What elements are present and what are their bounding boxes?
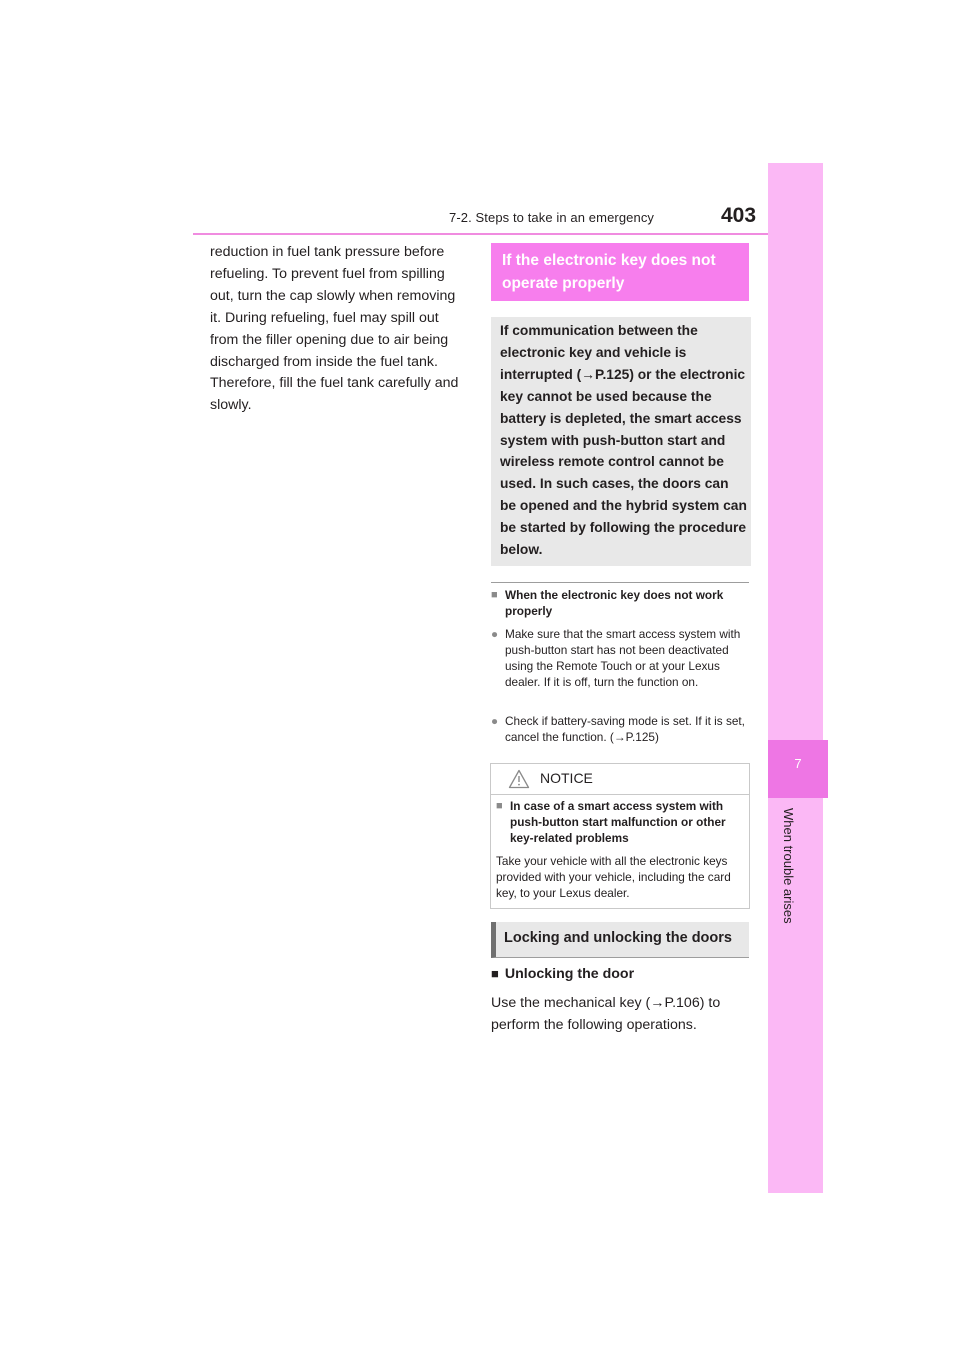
list-item <box>491 626 751 690</box>
square-marker: ■ <box>491 589 498 601</box>
chapter-number: 7 <box>794 756 802 771</box>
banner-title: If the electronic key does not operate properly <box>502 252 716 292</box>
notice-box <box>490 763 750 909</box>
notice-body: Take your vehicle with all the electronic keys provided with your vehicle, including the card key, to your Lexus dealer. <box>496 854 731 900</box>
intro-box <box>491 317 751 566</box>
bullet-text: Make sure that the smart access system with push-button start has not been deactivated using the Remote Touch or at your Lexus dealer. If it is off, turn the function on. <box>505 627 741 689</box>
chapter-number-box[interactable] <box>768 740 828 798</box>
list-item <box>491 713 751 745</box>
info-heading <box>491 587 751 619</box>
banner <box>491 243 749 301</box>
info-heading-text: When the electronic key does not work properly <box>505 588 724 618</box>
warning-triangle-icon <box>508 769 530 789</box>
side-tab <box>768 163 823 1193</box>
notice-subheading-text: In case of a smart access system with push-button start malfunction or other key-related problems <box>510 799 726 845</box>
intro-text: If communication between the electronic key and vehicle is interrupted (→P.125) or the electronic key cannot be used because the battery is depleted, the smart access system with push-button start and wireless remote control cannot be used. In such cases, the doors can be opened and the hybrid system can be started by following the procedure below. <box>500 323 747 558</box>
page-number: 403 <box>721 204 757 227</box>
header-rule <box>193 233 768 235</box>
body-paragraph: Use the mechanical key (→P.106) to perform the following operations. <box>491 995 721 1033</box>
subheading <box>491 966 634 982</box>
bullet-marker: ● <box>491 627 499 641</box>
notice-subheading <box>496 798 746 846</box>
square-marker: ■ <box>491 966 499 981</box>
section-title: 7-2. Steps to take in an emergency <box>449 210 655 225</box>
square-marker: ■ <box>496 800 503 812</box>
section-heading-bar <box>491 922 749 958</box>
notice-label: NOTICE <box>540 770 593 786</box>
bullet-text: Check if battery-saving mode is set. If it is set, cancel the function. (→P.125) <box>505 714 745 744</box>
section-heading: Locking and unlocking the doors <box>504 930 732 946</box>
bullet-marker: ● <box>491 714 499 728</box>
notice-header <box>491 764 749 795</box>
left-column-paragraph: reduction in fuel tank pressure before refueling. To prevent fuel from spilling out, turn the cap slowly when removing it. During refueling, fuel may spill out from the filler opening due to air being discharged from inside the fuel tank. Therefore, fill the fuel tank carefully and slowly. <box>210 244 459 414</box>
chapter-title: When trouble arises <box>781 808 796 924</box>
subheading-text: Unlocking the door <box>504 966 635 982</box>
info-rule <box>491 582 749 583</box>
